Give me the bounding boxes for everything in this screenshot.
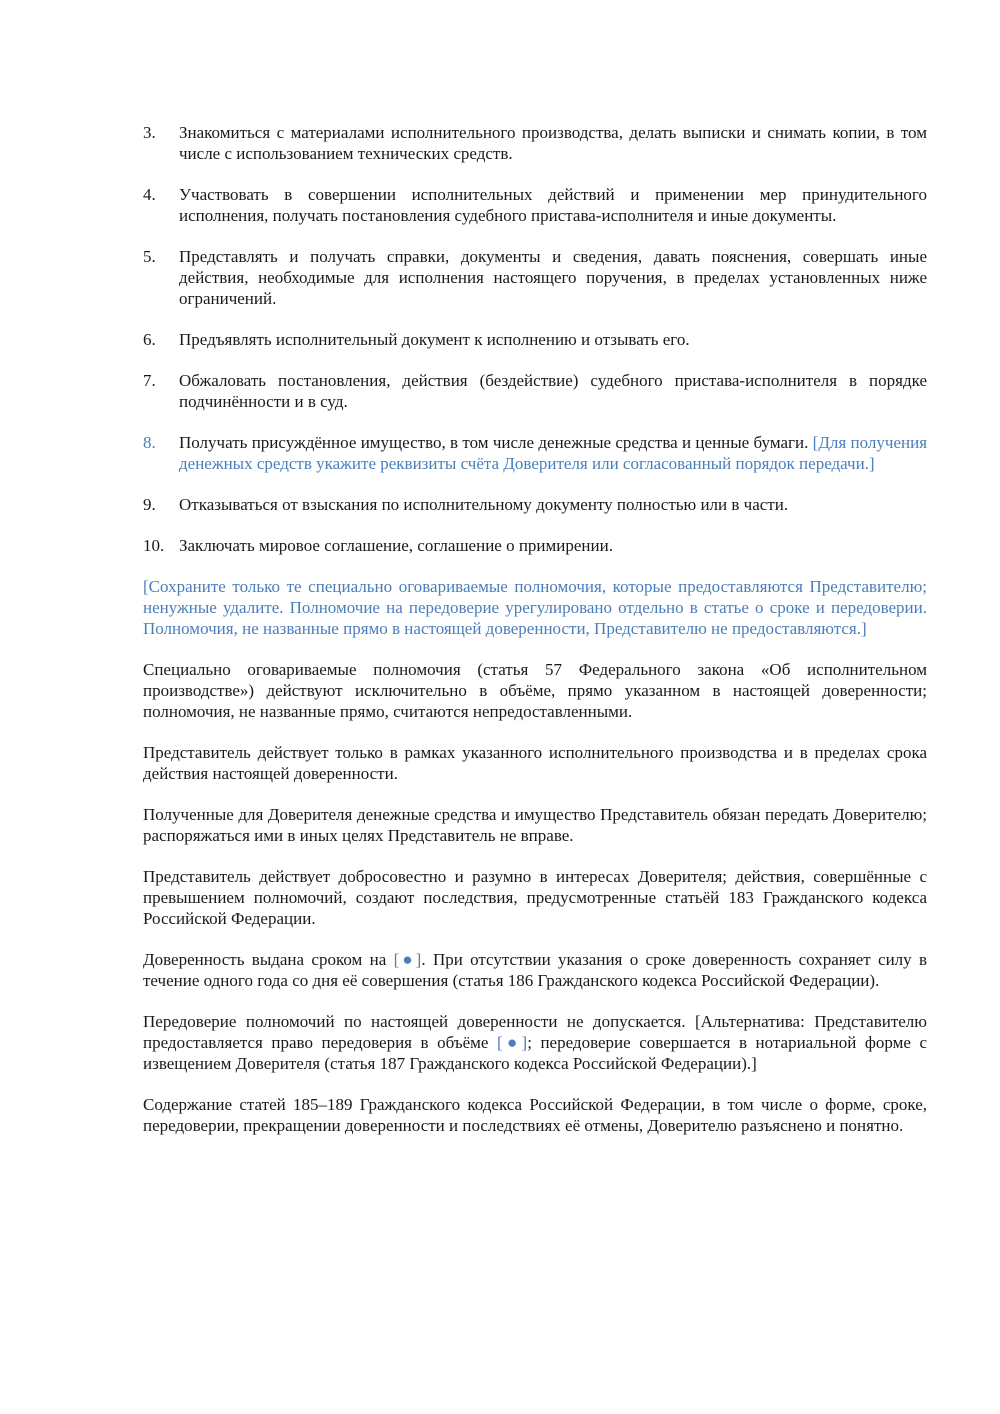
list-item-number: 4.	[143, 185, 156, 204]
list-item-body: Получать присуждённое имущество, в том числе денежные средства и ценные бумаги.	[179, 433, 809, 452]
list-item-number: 8.	[143, 433, 156, 452]
list-item	[143, 122, 927, 164]
delegation-text-before: Передоверие полномочий по настоящей доверенности не допускается. [Альтернатива: Представителю предоставляется право передоверия в объёме	[143, 1012, 927, 1052]
delegation-placeholder: [●]	[497, 1033, 528, 1052]
list-item	[143, 494, 927, 515]
list-item-number: 7.	[143, 371, 156, 390]
list-item-text	[179, 494, 927, 515]
list-item-number: 3.	[143, 123, 156, 142]
term-text-before: Доверенность выдана сроком на	[143, 950, 394, 969]
drafting-note: [Для получения денежных средств укажите реквизиты счёта Доверителя или согласованный порядок передачи.]	[179, 433, 928, 473]
paragraph-good-faith: Представитель действует добросовестно и разумно в интересах Доверителя; действия, совершённые с превышением полномочий, создают последствия, предусмотренные статьёй 183 Гражданского кодекса Российской Федерации.	[143, 867, 927, 928]
powers-list	[143, 122, 927, 556]
list-item-text	[179, 370, 927, 412]
list-item	[143, 432, 927, 474]
list-item	[143, 246, 927, 309]
list-item-body: Заключать мировое соглашение, соглашение о примирении.	[179, 536, 613, 555]
delegation-text-after: ; передоверие совершается в нотариальной форме с извещением Доверителя (статья 187 Гражданского кодекса Российской Федерации).]	[143, 1033, 927, 1073]
list-item-number: 9.	[143, 495, 156, 514]
list-item-text	[179, 432, 927, 474]
paragraph-special-powers: Специально оговариваемые полномочия (статья 57 Федерального закона «Об исполнительном производстве») действуют исключительно в объёме, прямо указанном в настоящей доверенности; полномочия, не названные прямо, считаются непредоставленными.	[143, 660, 927, 721]
list-item	[143, 535, 927, 556]
list-item-body: Представлять и получать справки, документы и сведения, давать пояснения, совершать иные действия, необходимые для исполнения настоящего поручения, в пределах установленных ниже ограничений.	[179, 247, 927, 308]
list-item-number: 10.	[143, 536, 165, 555]
list-item-text	[179, 122, 927, 164]
list-item-body: Предъявлять исполнительный документ к исполнению и отзывать его.	[179, 330, 690, 349]
list-item-body: Обжаловать постановления, действия (бездействие) судебного пристава-исполнителя в порядке подчинённости и в суд.	[179, 371, 927, 411]
list-item	[143, 370, 927, 412]
list-item-body: Участвовать в совершении исполнительных действий и применении мер принудительного исполнения, получать постановления судебного пристава-исполнителя и иные документы.	[179, 185, 927, 225]
list-item-text	[179, 246, 927, 309]
list-item-body: Знакомиться с материалами исполнительного производства, делать выписки и снимать копии, в том числе с использованием технических средств.	[179, 123, 927, 163]
paragraph-scope: Представитель действует только в рамках указанного исполнительного производства и в пределах срока действия настоящей доверенности.	[143, 743, 927, 783]
list-item-body: Отказываться от взыскания по исполнительному документу полностью или в части.	[179, 495, 789, 514]
instruction-note: [Сохраните только те специально оговариваемые полномочия, которые предоставляются Представителю; ненужные удалите. Полномочие на передоверие урегулировано отдельно в статье о сроке и передоверии. Полномочия, не названные прямо в настоящей доверенности, Представителю не предоставляются.]	[143, 577, 927, 638]
paragraph-delegation	[143, 1011, 927, 1074]
paragraph-term	[143, 949, 927, 991]
list-item-text	[179, 535, 927, 556]
list-item-number: 5.	[143, 247, 156, 266]
list-item	[143, 184, 927, 226]
term-placeholder: [●]	[393, 950, 422, 969]
paragraph-funds-transfer: Полученные для Доверителя денежные средства и имущество Представитель обязан передать Доверителю; распоряжаться ими в иных целях Представитель не вправе.	[143, 805, 927, 845]
list-item-number: 6.	[143, 330, 156, 349]
list-item-text	[179, 329, 927, 350]
list-item	[143, 329, 927, 350]
term-text-after: . При отсутствии указания о сроке доверенность сохраняет силу в течение одного года со дня её совершения (статья 186 Гражданского кодекса Российской Федерации).	[143, 950, 928, 990]
list-item-text	[179, 184, 927, 226]
paragraph-acknowledgement: Содержание статей 185–189 Гражданского кодекса Российской Федерации, в том числе о форме, сроке, передоверии, прекращении доверенности и последствиях её отмены, Доверителю разъяснено и понятно.	[143, 1095, 927, 1135]
document-page	[143, 122, 927, 1156]
